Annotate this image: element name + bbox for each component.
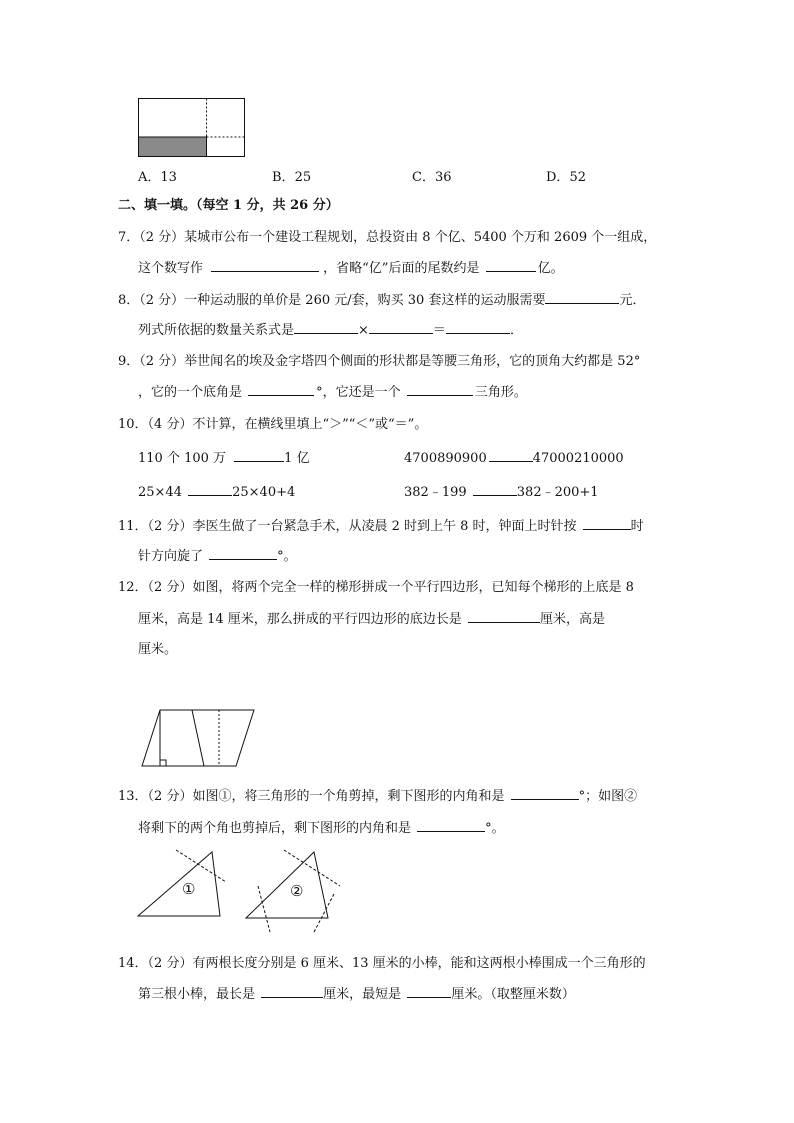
q9-line2: ，它的一个底角是 °，它还是一个 三角形。 <box>138 382 527 403</box>
option-letter: C． <box>412 170 435 185</box>
q7-line1: 7．（2 分）某城市公布一个建设工程规划，总投资由 8 个亿、5400 个万和 2609 个一组成， <box>118 230 657 245</box>
q12-parallelogram-figure <box>140 708 260 770</box>
q14-line2: 第三根小棒，最长是 厘米，最短是 厘米。（取整厘米数） <box>138 984 575 1005</box>
option-letter: B． <box>272 170 295 185</box>
q6-option-d <box>546 166 586 185</box>
q9-blank-type[interactable] <box>407 382 473 396</box>
q11-blank-direction[interactable] <box>583 516 631 530</box>
q13-fig1-label: ① <box>182 880 196 898</box>
q12-line3: 厘米。 <box>138 642 178 657</box>
q10-compare-2: 4700890900 47000210000 <box>404 448 624 469</box>
q7-blank-approx[interactable] <box>486 258 536 272</box>
q13-fig2-label: ② <box>290 882 304 900</box>
option-value: 36 <box>434 170 452 185</box>
q9-line1: 9．（2 分）举世闻名的埃及金字塔四个侧面的形状都是等腰三角形，它的顶角大约都是 52° <box>118 354 641 369</box>
q14-blank-max[interactable] <box>261 984 323 998</box>
q8-blank-2[interactable] <box>369 320 433 334</box>
q11-line2: 针方向旋了 °。 <box>138 546 297 567</box>
q10-blank-3[interactable] <box>188 482 232 496</box>
q8-blank-3[interactable] <box>446 320 510 334</box>
q8-line1: 8．（2 分）一种运动服的单价是 260 元/套，购买 30 套这样的运动服需要 元． <box>118 290 645 311</box>
q14-blank-min[interactable] <box>407 984 451 998</box>
option-value: 52 <box>569 170 586 185</box>
q8-blank-1[interactable] <box>294 320 358 334</box>
q11-blank-degrees[interactable] <box>209 546 277 560</box>
q8-blank-total[interactable] <box>545 290 619 304</box>
q13-line2: 将剩下的两个角也剪掉后，剩下图形的内角和是 °。 <box>138 818 505 839</box>
q10-compare-1: 110 个 100 万 1 亿 <box>138 448 310 469</box>
q10-blank-2[interactable] <box>489 448 533 462</box>
q6-option-a <box>138 166 177 185</box>
q10-compare-3: 25×44 25×40+4 <box>138 482 295 503</box>
q10-compare-4: 382﹣199 382﹣200+1 <box>404 482 599 503</box>
q10-blank-1[interactable] <box>234 448 284 462</box>
q13-line1: 13．（2 分）如图①，将三角形的一个角剪掉，剩下图形的内角和是 °；如图② <box>118 786 637 807</box>
q12-line2: 厘米，高是 14 厘米，那么拼成的平行四边形的底边长是 厘米，高是 <box>138 609 605 630</box>
option-value: 25 <box>294 170 312 185</box>
q13-blank-2[interactable] <box>417 818 485 832</box>
option-value: 13 <box>160 170 177 185</box>
q10-blank-4[interactable] <box>473 482 517 496</box>
option-letter: D． <box>546 170 570 185</box>
option-letter: A． <box>138 170 161 185</box>
q11-line1: 11．（2 分）李医生做了一台紧急手术，从凌晨 2 时到上午 8 时，钟面上时针按 时 <box>118 516 644 537</box>
q6-option-c <box>412 166 452 185</box>
q14-line1: 14．（2 分）有两根长度分别是 6 厘米、13 厘米的小棒，能和这两根小棒围成一个三角形的 <box>118 956 646 971</box>
q10-line1: 10．（4 分）不计算，在横线里填上“＞”“＜”或“＝”。 <box>118 417 428 432</box>
q7-blank-number[interactable] <box>211 258 319 272</box>
q13-blank-1[interactable] <box>511 786 579 800</box>
section2-title: 二、填一填。（每空 1 分，共 26 分） <box>118 198 339 213</box>
q7-line2: 这个数写作 ，省略“亿”后面的尾数约是 亿。 <box>138 258 564 279</box>
q6-rectangle-figure <box>138 98 248 158</box>
q6-option-b <box>272 166 311 185</box>
q8-line2: 列式所依据的数量关系式是 × ＝ ． <box>138 320 523 341</box>
q12-blank-base[interactable] <box>468 609 540 623</box>
q9-blank-angle[interactable] <box>248 382 314 396</box>
q12-line1: 12．（2 分）如图，将两个完全一样的梯形拼成一个平行四边形，已知每个梯形的上底是 8 <box>118 580 634 595</box>
